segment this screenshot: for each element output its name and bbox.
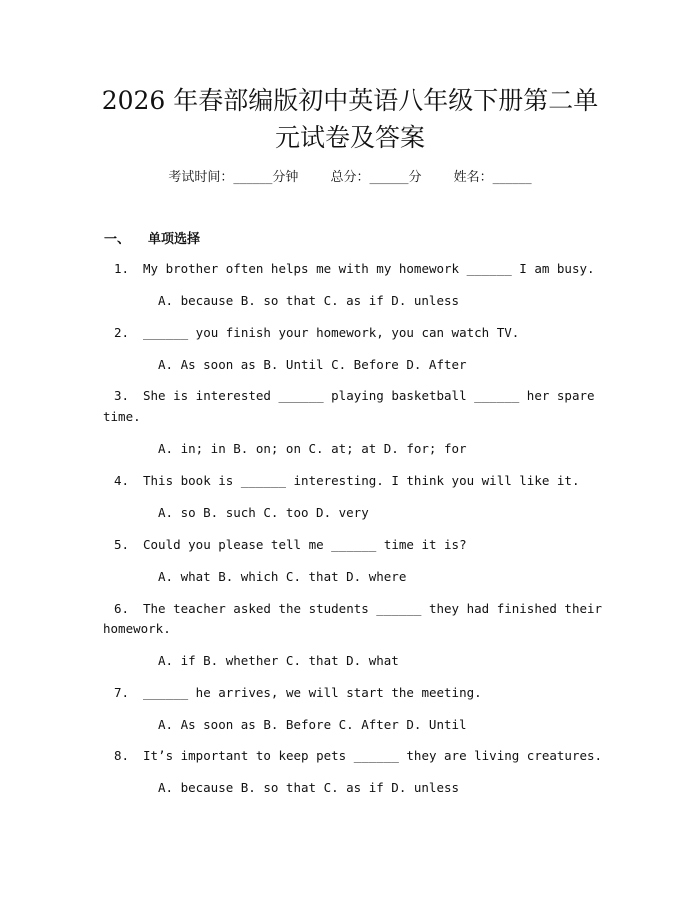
exam-name-field: 姓名：______ [453,170,532,185]
exam-title-line-2: 元试卷及答案 [274,123,425,152]
question-1-options: A. because B. so that C. as if D. unless [158,293,460,308]
question-8 [103,746,602,766]
question-number: 5. [113,537,129,552]
question-2 [103,323,519,343]
section-number: 一、 [104,232,131,247]
exam-score-field: 总分：______分 [330,170,422,185]
question-text: She is interested ______ playing basketball ______ her spare [143,388,595,403]
exam-time-field: 考试时间：______分钟 [168,170,299,185]
question-number: 4. [113,473,129,488]
question-4-options: A. so B. such C. too D. very [158,505,369,520]
question-4 [103,471,580,491]
question-text: ______ you finish your homework, you can watch TV. [143,325,520,340]
question-3-continuation: time. [103,409,141,424]
section-heading [104,231,200,249]
question-5 [103,535,467,555]
question-text: This book is ______ interesting. I think you will like it. [143,473,580,488]
question-number: 6. [113,601,129,616]
section-title: 单项选择 [148,232,201,247]
question-text: The teacher asked the students ______ they had finished their [143,601,603,616]
question-7 [103,683,482,703]
question-text: My brother often helps me with my homework ______ I am busy. [143,261,595,276]
exam-title-line-1: 2026 年春部编版初中英语八年级下册第二单 [101,86,599,115]
question-1 [103,259,595,279]
question-number: 2. [113,325,129,340]
question-text: It’s important to keep pets ______ they are living creatures. [143,748,603,763]
question-6-continuation: homework. [103,621,171,636]
question-2-options: A. As soon as B. Until C. Before D. After [158,357,467,372]
question-8-options: A. because B. so that C. as if D. unless [158,780,460,795]
question-text: ______ he arrives, we will start the meeting. [143,685,482,700]
question-5-options: A. what B. which C. that D. where [158,569,407,584]
question-3 [103,386,595,406]
question-6 [103,599,602,619]
question-3-options: A. in; in B. on; on C. at; at D. for; for [158,441,467,456]
question-7-options: A. As soon as B. Before C. After D. Until [158,717,467,732]
question-number: 8. [113,748,129,763]
question-number: 7. [113,685,129,700]
exam-info [0,169,700,187]
question-6-options: A. if B. whether C. that D. what [158,653,399,668]
question-number: 3. [113,388,129,403]
question-number: 1. [113,261,129,276]
question-text: Could you please tell me ______ time it is? [143,537,467,552]
